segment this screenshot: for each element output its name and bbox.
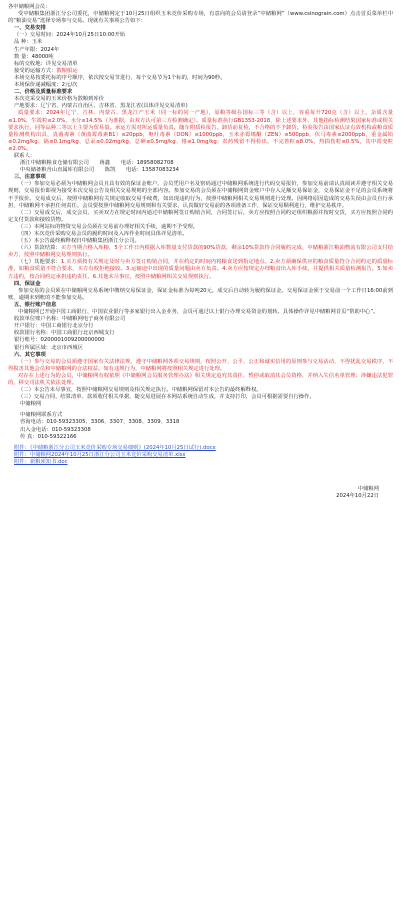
other-requirements-label: （七）其他要求：	[18, 259, 61, 266]
quality-requirement: 质量要求：2024年辽宁、吉林、内蒙古、黑龙江产玉米（同一标的同一产地），原粮等级在国标三等（含）以上，容重每升720克（含）以上，杂质含量≤1.0%，生霉粒≤2.0%，水分≤14.5%（为准据，由双方认可第三方检测确定）。质量标准执行GB1353-2018，除上述要求外，其他指标检测结果国家标准或相关要求执行，同等品种二等以上主要为贸易量。承运方需对所运质量负责，随车附质检报告。卸货前复检，不合格的不予卸货。检验报告由国家认证有效机构或粮食质量检测机构出具，真菌毒素（黄曲霉毒素B1）≤20ppb，呕吐毒素（DON）≤1000ppb，玉米赤霉烯酮（ZEN）≤500ppb，伏马毒素≤2000ppb，重金属铅≤0.2mg/kg、镉≤0.1mg/kg、总汞≤0.02mg/kg、总砷≤0.5mg/kg、铬≤1.0mg/kg；农药残留不得检出。不完善粒≤8.0%，热损伤粒≤0.5%，其中霉变粒≤2.0%。	[8, 110, 393, 152]
price-basis: 本次竞采交易的玉米价格为散粮到库价	[14, 96, 105, 103]
section-4-title: 四、保证金	[14, 280, 41, 287]
settlement-label: （六）货款结算：	[18, 245, 61, 252]
contact-name-1: 蒋鑫	[99, 160, 111, 167]
bank-region: 银行所属区域：北京市西城区	[14, 344, 83, 351]
transport-method	[8, 68, 393, 75]
contact-info-title: 中储粮网联系方式	[20, 412, 63, 419]
notice-item-4: （四）本次竞价采购交易会员的履约时间及入库作业时间具体详见清单。	[18, 231, 188, 237]
variety: 品 种：玉米	[14, 39, 43, 46]
closing-org: 中储粮网	[20, 401, 42, 408]
bank-branch: 收款银行名称：中国工商银行北京西城支行	[14, 330, 115, 337]
contact-line-2	[8, 167, 393, 174]
other-item-2: （二）本公告未尽事宜，按照中储粮网交易规则及相关规定执行。中储粮网保留对本公告的最终解释权。	[18, 387, 262, 394]
signature-date: 2024年10月22日	[336, 493, 379, 500]
consult-phone: 咨询电话：010-59323305、3306、3307、3308、3309、3318	[20, 419, 180, 426]
section-1-title: 一、交易安排	[14, 25, 46, 32]
notice-item-1: （一）参加交易必须为中储粮网会员且具有效的保证金账户，会员凭用户名及密码通过中储粮网系统进行代码交易报价，参加交易前请认真阅读并遵守相关交易规则，交易报价即视为接受本次交易公告及相关交易规则的全部内容。参加交易的会员须在中储粮网资金账户中存入足额交易保证金，交易保证金不足的会员系统将不予报价。交易成交后，按照中储粮网有关规定收取交易手续费，如出现违约行为，按照中储粮网相关交易规则进行处理。因网络原因造成的交易失误由会员自行承担，中储粮网不承担任何责任。会员要按照中储粮网交易规则和有关要求，认真做好交易前的各项准备工作，保证交易顺利进行，维护交易秩序。	[8, 181, 393, 209]
contact-phone-2: 电话：13587083234	[126, 167, 179, 174]
production-year: 生产年限：2024年	[14, 46, 60, 53]
transport-value: 散粮船运	[56, 67, 78, 74]
greeting: 各中储粮网会员：	[8, 4, 51, 10]
settlement-text: 买方当期合格入库粮，5个工作日内根据入库数量支付货款的90%货款，剩余10%货款待合同履约完成，中储粮浙江粮油物流有限公司支付给卖方，按照中储粮网交易规则执行。	[8, 245, 393, 259]
quantity: 数 量：48000吨	[14, 53, 54, 60]
notice-item-3: （三）本网站标的物资交易会员须在交易前办理好相关手续，逾期不予受理。	[18, 223, 199, 230]
other-item-3: （三）交易合同、结算清单、款项收付相关单据，随交易进展在本网站系统自动生成，并支持打印，会员可根据需要自行操作。	[18, 394, 315, 401]
contact-company-2: 中央储备粮舟山直属库有限公司	[20, 167, 95, 174]
contact-phone-1: 电话：18958082708	[120, 160, 174, 167]
notice-item-7	[8, 259, 393, 280]
contact-title: 联系人：	[14, 152, 36, 159]
bank-account-number: 银行账号：0200001009200000000	[14, 337, 105, 344]
trade-order-note: 本场交易按委托标的序号顺序，依次按交易节进行，每个交易节为1个标的，时间为90秒。	[14, 74, 226, 81]
transport-label: 接受的运输方式：	[14, 67, 57, 74]
fax: 传 真：010-59322166	[20, 433, 77, 440]
price-decrement-note: 本场保价递减幅度：2元/次	[14, 82, 78, 89]
notice-item-2: （二）交易成交后，成交会员、买卖双方在规定时间内通过中储粮网签订购销合同，合同签订后，卖方应按照合同约定组织粮源并按时交货，买方应按照合同约定支付货款和接收货物。	[8, 209, 393, 223]
other-requirements-text: 1.买方须按有关规定及时与卖方签订购销合同，并在约定的时间内将粮食送到指定地点。2.卖方须确保供应的粮食质量符合合同约定的质量标准，如粮食质量不符合要求，买方有权拒绝接收。3.运输途中出现的质量问题由卖方负责。4.卖方应按规定办理粮食出入库手续，并提供相关质量检测报告。5.如卖方违约，按合同约定承担违约责任。6.其他未尽事宜，按照中储粮网相关交易规则执行。	[8, 259, 393, 280]
notice-item-6	[8, 245, 393, 259]
contact-name-2: 陈凯	[104, 167, 116, 174]
section-2-title: 二、价格及质量标准要求	[14, 89, 73, 96]
signature-org: 中储粮网	[357, 486, 379, 492]
deposit-phone: 出入金电话：010-59323308	[20, 426, 91, 433]
other-item-1-continued: 对存在上述行为的会员，中储粮网有权依照《中储粮网会员服务管理办法》相关规定追究其责任，暂停或取消其会员资格，并纳入失信名单管理；涉嫌违法犯罪的，移交司法机关依法处理。	[8, 372, 393, 386]
section-6-title: 六、其它事项	[14, 351, 46, 358]
contact-company-1: 浙江中储粮粮食仓储有限公司	[20, 160, 89, 167]
trade-time: （一）交易时间：2024年10月25日10:00开始	[14, 32, 126, 39]
notice-item-5: （五）本公告最终解释权归中储粮集团浙江分公司。	[18, 238, 140, 245]
bank-paragraph: 中储粮网已开通中国工商银行、中国农业银行等多家银行出入金业务，会员可通过以上银行办理交易资金的划转。具体操作详见中储粮网首页“帮助中心”。	[18, 309, 379, 316]
bank-account-name: 收款单位账户名称：中储粮网电子商务有限公司	[14, 316, 126, 323]
origin-requirement: 产地要求：辽宁省、内蒙古自治区、吉林省、黑龙江省(具体详见交易清单)	[14, 103, 188, 110]
attachment-link-rules[interactable]: 附件：《中储粮浙江分公司玉米竞价采购专场交易细则》(2024年10月25日试行).docx	[14, 444, 216, 451]
deposit-paragraph: 参加交易的会员须在中储粮网交易系统中缴纳交易保证金，保证金标准为每吨20元，成交后自动转为履约保证金。交易保证金须于交易前一个工作日16:00前到账，逾期未到账的不能参加交易。	[8, 287, 393, 301]
delivery-location: 标的交收地：详见交易清单	[14, 60, 78, 67]
intro-paragraph: 受中储粮集团浙江分公司委托，中储粮网定于10月25日组织玉米竞价采购专场，有意向的会员请登录“中储粮网”（www.csinograin.com）点击首页菜单栏中的“粮油交易”选择专场参与交易。现就有关事项公告如下：	[8, 11, 393, 25]
other-item-1: （一）参与交易的会员须遵守国家有关法律法规，遵守中储粮网各项交易规则，按照公开、公平、公正和诚实信用的原则参与交易活动，不得扰乱交易秩序，不得损害其他会员和中储粮网的合法权益。如有违规行为，中储粮网将按照相关规定进行处理。	[8, 358, 393, 372]
attachment-link-list[interactable]: 附件：中储粮网2024年10月25日浙江分公司玉米竞价采购交易清单.xlsx	[14, 451, 186, 458]
bank-name: 开户银行：中国工商银行北京分行	[14, 323, 94, 330]
section-3-title: 三、注意事项	[14, 174, 46, 181]
attachment-link-notice[interactable]: 附件：新粮须知书.doc	[14, 458, 68, 465]
section-5-title: 五、银行账户信息	[14, 301, 57, 308]
